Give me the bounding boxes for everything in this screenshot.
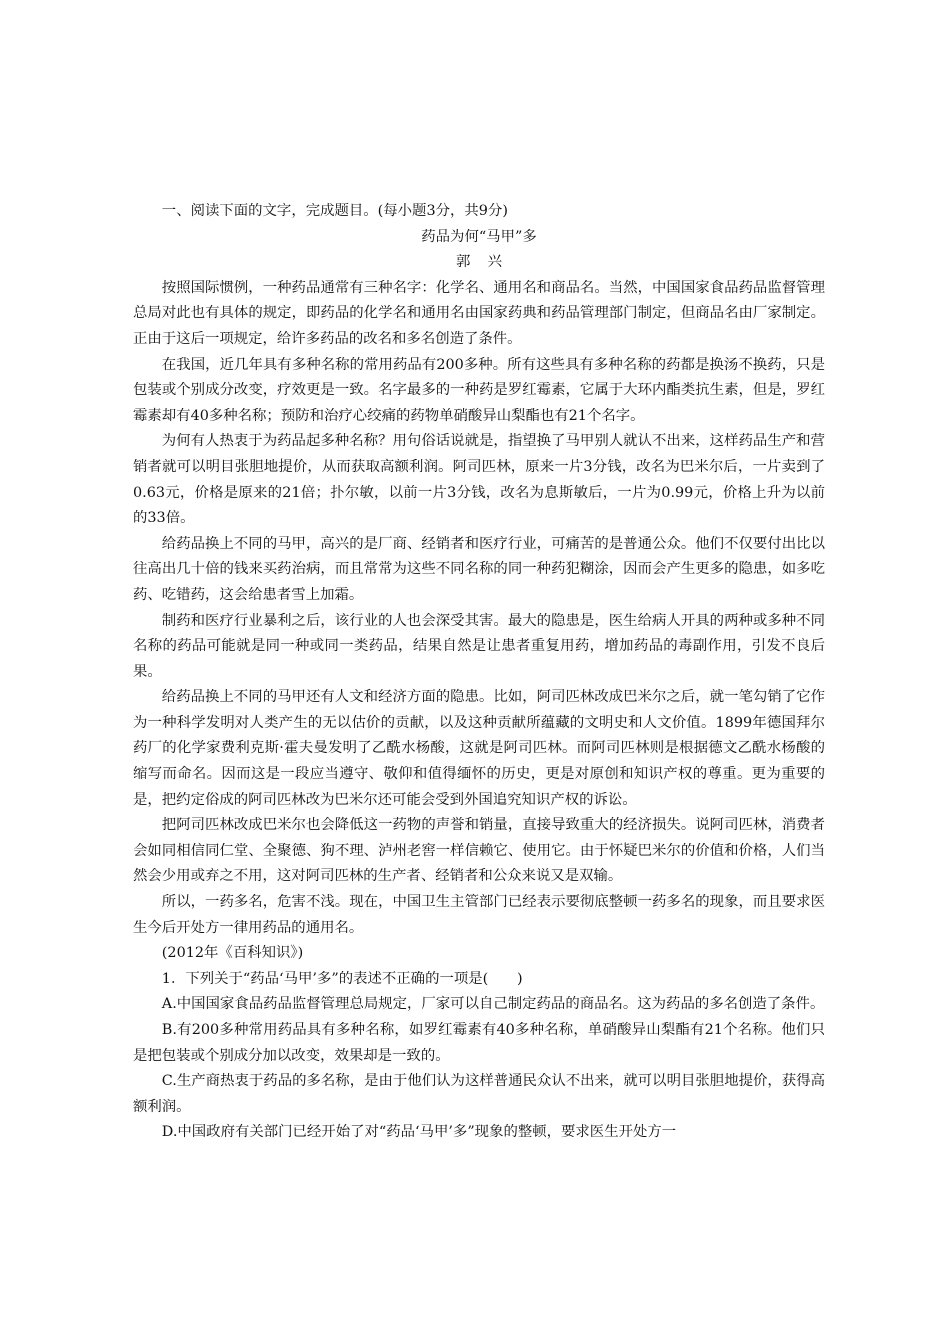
- article-paragraph-5: 制药和医疗行业暴利之后，该行业的人也会深受其害。最大的隐患是，医生给病人开具的两种或多种不同名称的药品可能就是同一种或同一类药品，结果自然是让患者重复用药，增加药品的毒副作用，引发不良后果。: [133, 612, 825, 680]
- section-header: 一、阅读下面的文字，完成题目。(每小题3分，共9分): [161, 203, 508, 219]
- article-paragraph-8: 所以，一药多名，危害不浅。现在，中国卫生主管部门已经表示要彻底整顿一药多名的现象，而且要求医生今后开处方一律用药品的通用名。: [133, 894, 825, 936]
- question-stem: 1．下列关于“药品‘马甲’多”的表述不正确的一项是( ): [161, 970, 523, 987]
- question-option-a: A.中国国家食品药品监督管理总局规定，厂家可以自己制定药品的商品名。这为药品的多名创造了条件。: [161, 996, 825, 1013]
- question-option-c: C.生产商热衷于药品的多名称，是由于他们认为这样普通民众认不出来，就可以明目张胆地提价，获得高额利润。: [133, 1073, 825, 1115]
- article-paragraph-1: 按照国际惯例，一种药品通常有三种名字：化学名、通用名和商品名。当然，中国国家食品药品监督管理总局对此也有具体的规定，即药品的化学名和通用名由国家药典和药品管理部门制定，但商品名由厂家制定。正由于这后一项规定，给许多药品的改名和多名创造了条件。: [133, 279, 825, 347]
- question-option-d: D.中国政府有关部门已经开始了对“药品‘马甲’多”现象的整顿，要求医生开处方一: [161, 1124, 677, 1141]
- article-paragraph-6: 给药品换上不同的马甲还有人文和经济方面的隐患。比如，阿司匹林改成巴米尔之后，就一笔勾销了它作为一种科学发明对人类产生的无以估价的贡献，以及这种贡献所蕴藏的文明史和人文价值。1899年德国拜尔药厂的化学家费利克斯·霍夫曼发明了乙酰水杨酸，这就是阿司匹林。而阿司匹林则是根据德文乙酰水杨酸的缩写而命名。因而这是一段应当遵守、敬仰和值得缅怀的历史，更是对原创和知识产权的尊重。更为重要的是，把约定俗成的阿司匹林改为巴米尔还可能会受到外国追究知识产权的诉讼。: [133, 689, 825, 808]
- article-paragraph-3: 为何有人热衷于为药品起多种名称？用句俗话说就是，指望换了马甲别人就认不出来，这样药品生产和营销者就可以明目张胆地提价，从而获取高额利润。阿司匹林，原来一片3分钱，改名为巴米尔后，一片卖到了0.63元，价格是原来的21倍；扑尔敏，以前一片3分钱，改名为息斯敏后，一片为0.99元，价格上升为以前的33倍。: [133, 433, 825, 527]
- article-author: 郭兴: [455, 254, 520, 271]
- article-title: 药品为何“马甲”多: [421, 228, 537, 245]
- article-paragraph-4: 给药品换上不同的马甲，高兴的是厂商、经销者和医疗行业，可痛苦的是普通公众。他们不仅要付出比以往高出几十倍的钱来买药治病，而且常常为这些不同名称的同一种药犯糊涂，因而会产生更多的隐患，如多吃药、吃错药，这会给患者雪上加霜。: [133, 535, 825, 603]
- question-option-b: B.有200多种常用药品具有多种名称，如罗红霉素有40多种名称，单硝酸异山梨酯有21个名称。他们只是把包装或个别成分加以改变，效果却是一致的。: [133, 1022, 825, 1064]
- article-source: (2012年《百科知识》): [161, 945, 304, 962]
- document-content: [133, 199, 825, 1146]
- article-paragraph-7: 把阿司匹林改成巴米尔也会降低这一药物的声誉和销量，直接导致重大的经济损失。说阿司匹林，消费者会如同相信同仁堂、全聚德、狗不理、泸州老窖一样信赖它、使用它。由于怀疑巴米尔的价值和价格，人们当然会少用或弃之不用，这对阿司匹林的生产者、经销者和公众来说又是双输。: [133, 817, 825, 885]
- article-paragraph-2: 在我国，近几年具有多种名称的常用药品有200多种。所有这些具有多种名称的药都是换汤不换药，只是包装或个别成分改变，疗效更是一致。名字最多的一种药是罗红霉素，它属于大环内酯类抗生素，但是，罗红霉素却有40多种名称；预防和治疗心绞痛的药物单硝酸异山梨酯也有21个名字。: [133, 356, 825, 424]
